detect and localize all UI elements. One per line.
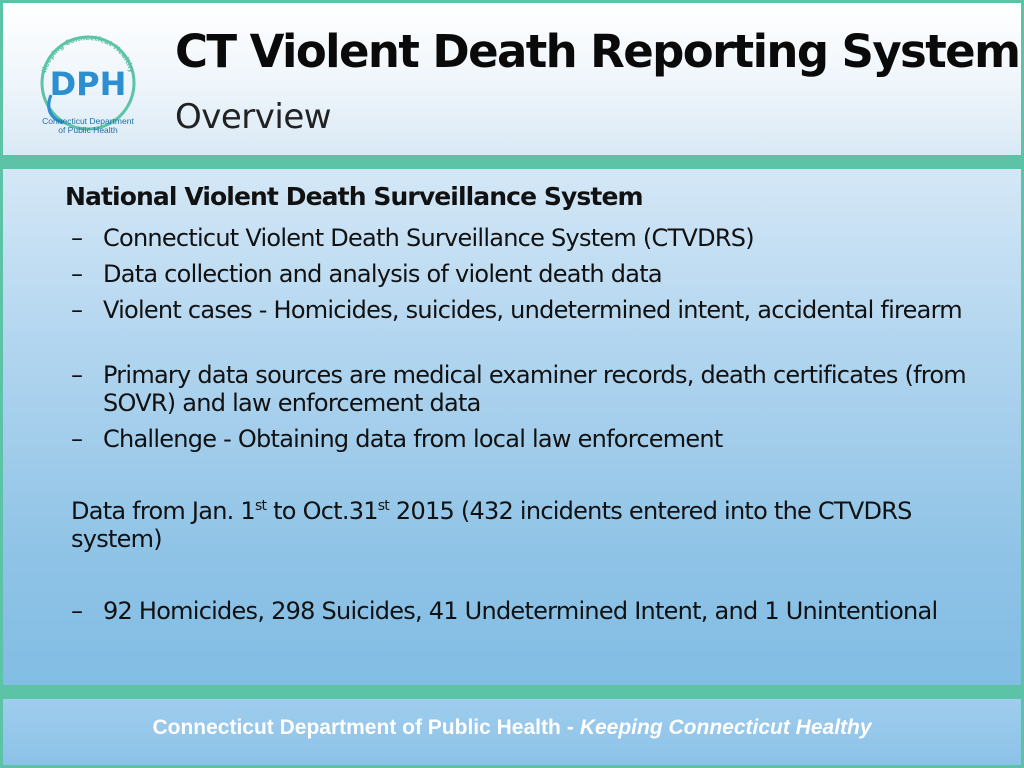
date-note-part2: to Oct.31 bbox=[266, 497, 378, 525]
header-divider-band bbox=[3, 155, 1021, 169]
bullet-text: Connecticut Violent Death Surveillance System (CTVDRS) bbox=[103, 224, 754, 252]
date-note-sup2: st bbox=[377, 498, 390, 514]
logo-caption-line2: of Public Health bbox=[58, 125, 118, 135]
section-heading: National Violent Death Surveillance System bbox=[65, 182, 643, 211]
bullet-item bbox=[71, 361, 991, 417]
date-range-note bbox=[71, 497, 991, 553]
bullet-item bbox=[71, 425, 991, 453]
bullet-dash: – bbox=[71, 425, 83, 453]
footer-text bbox=[3, 716, 1021, 740]
bullet-dash: – bbox=[71, 361, 83, 389]
bullet-dash: – bbox=[71, 597, 83, 625]
bullet-item bbox=[71, 224, 991, 252]
bullet-text: Data collection and analysis of violent death data bbox=[103, 260, 662, 288]
logo-dph-text: DPH bbox=[49, 65, 127, 103]
slide-title: CT Violent Death Reporting System bbox=[175, 25, 1020, 78]
bullet-text: Violent cases - Homicides, suicides, undetermined intent, accidental firearm bbox=[103, 296, 962, 324]
date-note-sup1: st bbox=[254, 498, 267, 514]
bullet-dash: – bbox=[71, 296, 83, 324]
slide-subtitle: Overview bbox=[175, 97, 332, 137]
footer-separator: - bbox=[566, 716, 574, 739]
footer-divider-band bbox=[3, 685, 1021, 699]
slide-header bbox=[3, 3, 1021, 155]
logo-arc-text: Keeping Connecticut Healthy bbox=[40, 33, 136, 74]
bullet-item bbox=[71, 296, 991, 324]
bullet-dash: – bbox=[71, 224, 83, 252]
bullet-text: Primary data sources are medical examiner records, death certificates (from SOVR) and law enforcement data bbox=[103, 361, 966, 417]
logo-caption-line1: Connecticut Department bbox=[42, 116, 134, 126]
dph-logo bbox=[33, 25, 143, 137]
date-note-part1: Data from Jan. 1 bbox=[71, 497, 255, 525]
footer-org: Connecticut Department of Public Health bbox=[152, 716, 561, 739]
bullet-text: Challenge - Obtaining data from local law enforcement bbox=[103, 425, 723, 453]
bullet-item bbox=[71, 260, 991, 288]
summary-bullet bbox=[71, 597, 1021, 625]
summary-text: 92 Homicides, 298 Suicides, 41 Undetermined Intent, and 1 Unintentional bbox=[103, 597, 938, 625]
footer-tagline: Keeping Connecticut Healthy bbox=[579, 716, 872, 739]
bullet-dash: – bbox=[71, 260, 83, 288]
date-note-part3: 2015 (432 incidents entered into the CTVDRS system) bbox=[71, 497, 912, 553]
